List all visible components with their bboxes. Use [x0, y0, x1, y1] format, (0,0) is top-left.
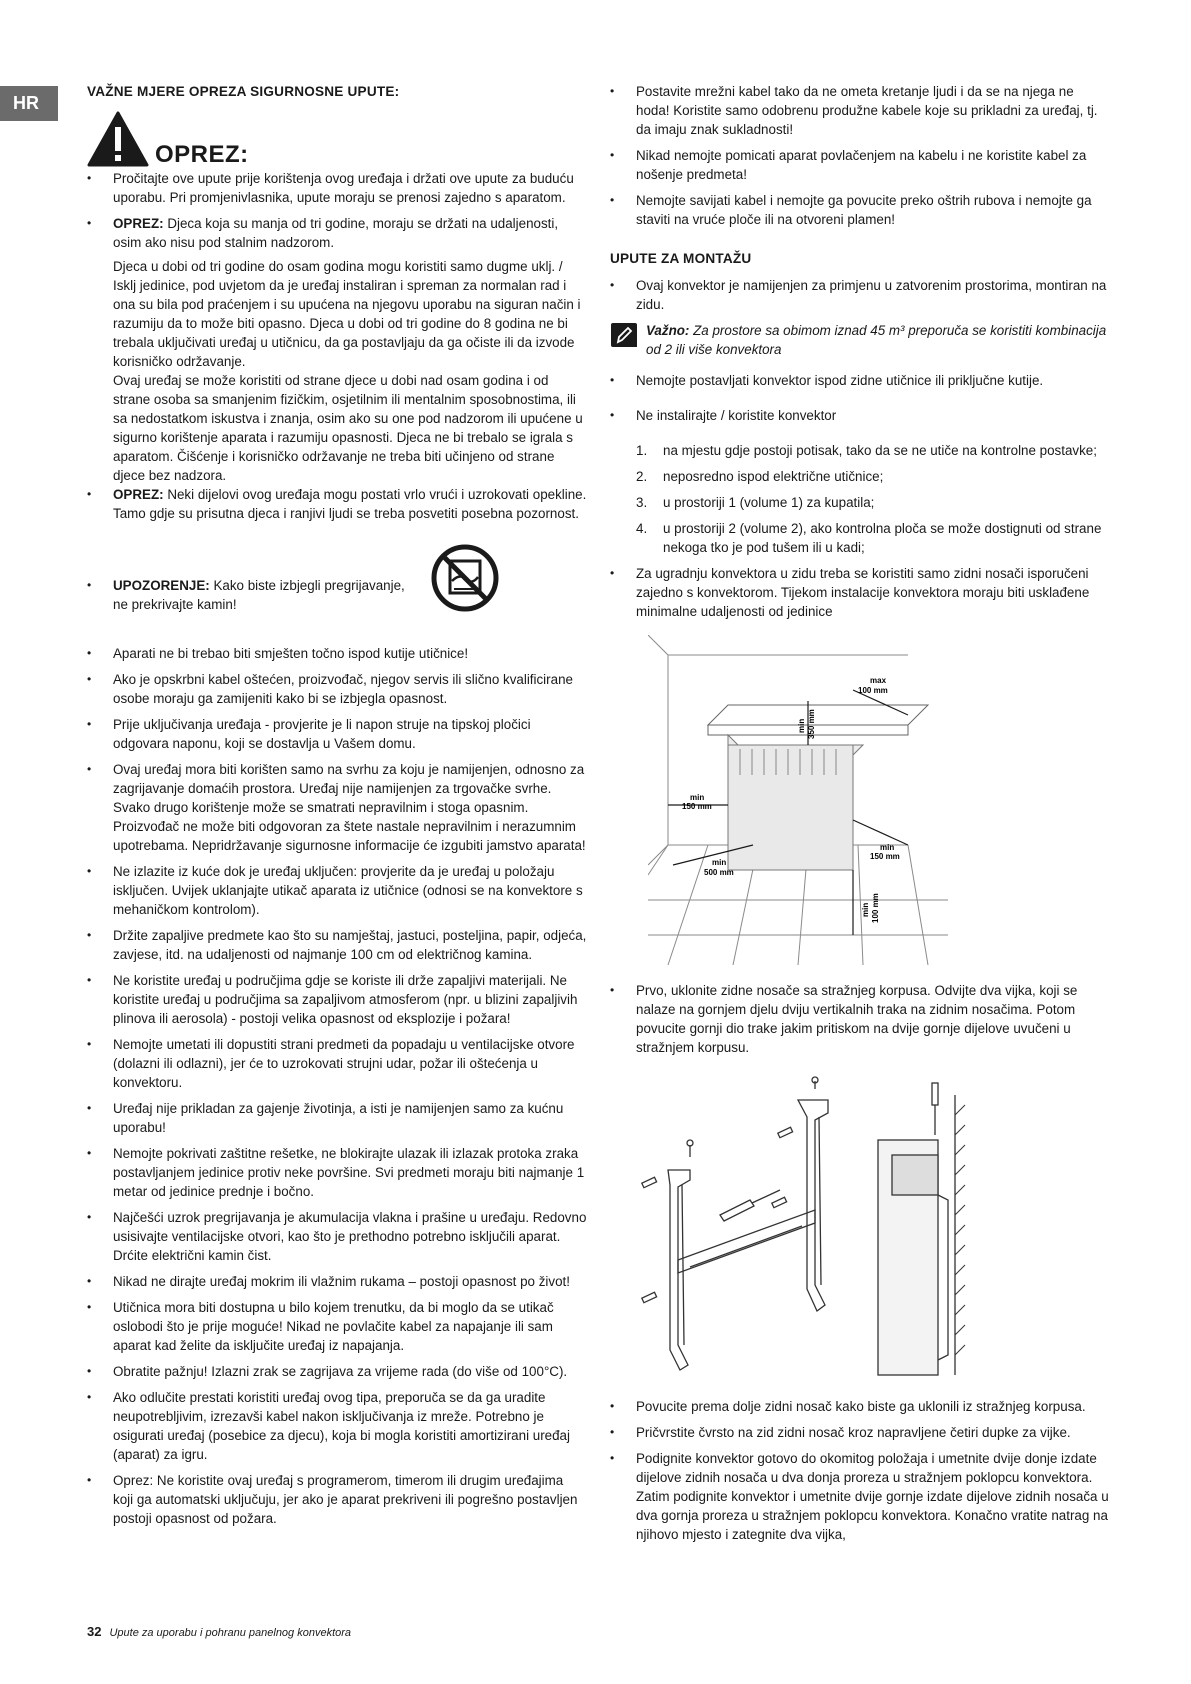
- warning-icon: [87, 111, 149, 167]
- list-item: • Nikad ne dirajte uređaj mokrim ili vlažnim rukama – postoji opasnost po život!: [87, 1272, 587, 1291]
- safety-list: [87, 485, 587, 523]
- montage-list: [610, 564, 1110, 621]
- list-item: • Nikad nemojte pomicati aparat povlačenjem na kabelu i ne koristite kabel za nošenje predmeta!: [610, 146, 1110, 184]
- min-top-label: min: [797, 718, 806, 733]
- max-top-label: max: [870, 676, 887, 685]
- list-item: • Držite zapaljive predmete kao što su namještaj, jastuci, posteljina, papir, odjeća, zavjese, itd. na udaljenosti od najmanje 100 cm od električnog kamina.: [87, 926, 587, 964]
- montage-list: [610, 371, 1110, 425]
- paragraph: Djeca u dobi od tri godine do osam godina mogu koristiti samo dugme uklj. / Isklj jedinice, pod uvjetom da je uređaj instaliran i spreman za normalan rad i ona su bila pod praćenjem i su upućena na njegovu uporabu na siguran način i razumiju da to može biti opasno. Djeca u dobi od tri godine do 8 godina ne bi trebala uključivati uređaj u utičnicu, da ga postavljaju da ga očiste ili da izvode korisničko održavanje.: [113, 259, 581, 369]
- language-tab: HR: [0, 86, 58, 121]
- list-item: • Ovaj konvektor je namijenjen za primjenu u zatvorenim prostorima, montiran na zidu.: [610, 276, 1110, 314]
- list-item: • Ne izlazite iz kuće dok je uređaj uključen: provjerite da je uređaj u položaju isključen. Uvijek uklanjajte utikač aparata iz utičnice (odnosi se na konvektore s mehaničkom kontrolom).: [87, 862, 587, 919]
- paragraph: Ovaj uređaj se može koristiti od strane djece u dobi nad osam godina i od strane osoba sa smanjenim fizičkim, osjetilnim ili mentalnim sposobnostima, ili sa nedostatkom iskustva i znanja, osim ako su one pod nadzorom ili upućene u sigurno korištenje aparata i razumiju opasnosti. Djeca ne bi trebalo se igrala s aparatom. Čišćenje i korisničko održavanje ne treba biti učinjeno od strane djece bez nadzora.: [113, 373, 583, 483]
- list-item: • Nemojte pokrivati zaštitne rešetke, ne blokirajte ulazak ili izlazak protoka zraka postavljanjem jedinice protiv neke površine. Svi predmeti moraju biti najmanje 1 metar od jedinice prednje i bočno.: [87, 1144, 587, 1201]
- list-item: • Nemojte savijati kabel i nemojte ga povucite preko oštrih rubova i nemojte ga staviti na vruće ploče ili na otvoreni plamen!: [610, 191, 1110, 229]
- important-note: Važno: Za prostore sa obimom iznad 45 m³ preporuča se koristiti kombinacija od 2 ili više konvektora: [610, 321, 1110, 359]
- list-item: • Povucite prema dolje zidni nosač kako biste ga uklonili iz stražnjeg korpusa.: [610, 1397, 1110, 1416]
- right-column: [610, 82, 1110, 1551]
- pencil-note-icon: [610, 321, 638, 349]
- list-item: • OPREZ: Djeca koja su manja od tri godine, moraju se držati na udaljenosti, osim ako nisu pod stalnim nadzorom.: [87, 214, 587, 252]
- min-right-label: min: [880, 843, 895, 852]
- min-floor-value: 500 mm: [704, 868, 734, 877]
- list-item: • UPOZORENJE: Kako biste izbjegli pregrijavanje, ne prekrivajte kamin!: [87, 576, 417, 614]
- page-number: 32: [87, 1624, 102, 1639]
- page-footer: [87, 1624, 351, 1639]
- montage-list: [610, 276, 1110, 314]
- list-item: • Utičnica mora biti dostupna u bilo kojem trenutku, da bi moglo da se utikač oslobodi što je prije moguće! Nikad ne povlačite kabel za napajanje ili sam aparat kad želite da isključite uređaj iz napajanja.: [87, 1298, 587, 1355]
- list-item: • OPREZ: Neki dijelovi ovog uređaja mogu postati vrlo vrući i uzrokovati opekline. Tamo gdje su prisutna djeca i ranjivi ljudi se treba posvetiti posebna pozornost.: [87, 485, 587, 523]
- numbered-list: [610, 441, 1110, 557]
- min-right-value: 150 mm: [870, 852, 900, 861]
- min-left-label: min: [690, 793, 705, 802]
- clearance-diagram: [648, 635, 948, 965]
- bracket-mounting-diagram: [630, 1075, 990, 1385]
- montage-heading: UPUTE ZA MONTAŽU: [610, 251, 752, 266]
- list-item: • Aparati ne bi trebao biti smješten točno ispod kutije utičnice!: [87, 644, 587, 663]
- list-item: 2. neposredno ispod električne utičnice;: [636, 469, 884, 484]
- list-item: • Prije uključivanja uređaja - provjerite je li napon struje na tipskoj pločici odgovara naponu, koji se dostavlja u Vašem domu.: [87, 715, 587, 753]
- max-top-value: 100 mm: [858, 686, 888, 695]
- list-item: • Pročitajte ove upute prije korištenja ovog uređaja i držati ove upute za buduću uporabu. Pri promjenivlasnika, upute moraju se prenosi zajedno s aparatom.: [87, 169, 587, 207]
- list-item: 4. u prostoriji 2 (volume 2), ako kontrolna ploča se može dostignuti od strane nekoga tko je pod tušem ili u kadi;: [636, 521, 1102, 555]
- min-left-value: 150 mm: [682, 802, 712, 811]
- list-item: • Za ugradnju konvektora u zidu treba se koristiti samo zidni nosači isporučeni zajedno s konvektorom. Tijekom instalacije konvektora moraju biti usklađene minimalne udaljenosti od jedinice: [610, 564, 1110, 621]
- mounting-list: [610, 1397, 1110, 1544]
- list-item: 1. na mjestu gdje postoji potisak, tako da se ne utiče na kontrolne postavke;: [636, 443, 1097, 458]
- list-item: • Prvo, uklonite zidne nosače sa stražnjeg korpusa. Odvijte dva vijka, koji se nalaze na gornjem djelu dviju vertikalnih traka na zidnim nosačima. Potom povucite gornji dio trake jakim pritiskom na dvije gornje dijelove uvučeni u stražnjem korpusu.: [610, 981, 1110, 1057]
- left-column: [87, 82, 587, 1535]
- list-item: • Uređaj nije prikladan za gajenje životinja, a isti je namijenjen samo za kućnu uporabu!: [87, 1099, 587, 1137]
- list-item: • Ne koristite uređaj u područjima gdje se koriste ili drže zapaljivi materijali. Ne koristite uređaj u područjima sa zapaljivom atmosferom (npr. u blizini zapaljivih plinova ili aerosola) - postoji velika opasnost od eksplozije i požara!: [87, 971, 587, 1028]
- list-item: 3. u prostoriji 1 (volume 1) za kupatila;: [636, 495, 875, 510]
- safety-list: [87, 644, 587, 1528]
- safety-list: [87, 169, 587, 252]
- overheat-warning-block: [87, 528, 587, 628]
- oprez-block: [87, 111, 587, 177]
- list-item: • Obratite pažnju! Izlazni zrak se zagrijava za vrijeme rada (do više od 100°C).: [87, 1362, 587, 1381]
- list-item: • Oprez: Ne koristite ovaj uređaj s programerom, timerom ili drugim uređajima koji ga automatski uključuju, jer ako je aparat prekriveni ili pogrešno postavljen postoji opasnost od požara.: [87, 1471, 587, 1528]
- min-bottom-value: 100 mm: [871, 893, 880, 923]
- list-item: • Podignite konvektor gotovo do okomitog položaja i umetnite dvije donje izdate dijelove zidnih nosača u dva donja proreza u stražnjem poklopcu konvektora. Zatim podignite konvektor i umetnite dvije gornje izdate dijelove zidnih nosača u dva gornja proreza u stražnjem poklopcu konvektora. Konačno vratite natrag na njihovo mjesto i zategnite dva vijka,: [610, 1449, 1110, 1544]
- list-item: • Najčešći uzrok pregrijavanja je akumulacija vlakna i prašine u uređaju. Redovno usisivajte ventilacijske otvori, kao što je prethodno potrebno isključili aparat. Drćite električni kamin čist.: [87, 1208, 587, 1265]
- list-item: • Pričvrstite čvrsto na zid zidni nosač kroz napravljene četiri dupke za vijke.: [610, 1423, 1110, 1442]
- removal-list: [610, 981, 1110, 1057]
- footer-title: Upute za uporabu i pohranu panelnog konvektora: [109, 1627, 352, 1639]
- safety-heading: VAŽNE MJERE OPREZA SIGURNOSNE UPUTE:: [87, 84, 400, 99]
- oprez-title: OPREZ:: [155, 141, 249, 168]
- list-item: • Ako je opskrbni kabel oštećen, proizvođač, njegov servis ili slično kvalificirane osobe moraju ga zamijeniti kako bi se izbjegla opasnost.: [87, 670, 587, 708]
- min-bottom-label: min: [861, 902, 870, 917]
- list-item: • Ne instalirajte / koristite konvektor: [610, 406, 1110, 425]
- list-item: • Ako odlučite prestati koristiti uređaj ovog tipa, preporuča se da ga uradite neupotrebljivim, izrezavši kabel nakon isključivanja iz mreže. Potrebno je osigurati uređaj (posebice za djecu), koja bi mogla koristiti amortizirani uređaj (aparat) za igru.: [87, 1388, 587, 1464]
- min-floor-label: min: [712, 858, 727, 867]
- list-item: • Postavite mrežni kabel tako da ne ometa kretanje ljudi i da se na njega ne hoda! Koristite samo odobrenu produžne kabele koje su prikladni za uređaj, tj. da imaju znak sukladnosti!: [610, 82, 1110, 139]
- list-item: • Nemojte postavljati konvektor ispod zidne utičnice ili priključne kutije.: [610, 371, 1110, 390]
- min-top-value: 350 mm: [807, 709, 816, 739]
- do-not-cover-icon: [430, 543, 500, 613]
- list-item: • Ovaj uređaj mora biti korišten samo na svrhu za koju je namijenjen, odnosno za zagrijavanje domaćih prostora. Uređaj nije namijenjen za trgovačke svrhe. Svako drugo korištenje može se smatrati nepravilnim i stoga opasnim. Proizvođač ne može biti odgovoran za štete nastale nepravilnim i nerazumnim upotrebama. Nepridržavanje sigurnosne informacije će izgubiti jamstvo aparata!: [87, 760, 587, 855]
- cable-list: [610, 82, 1110, 229]
- list-item: • Nemojte umetati ili dopustiti strani predmeti da popadaju u ventilacijske otvore (dolazni ili odlazni), jer će to uzrokovati strujni udar, požar ili oštećenja u konvektoru.: [87, 1035, 587, 1092]
